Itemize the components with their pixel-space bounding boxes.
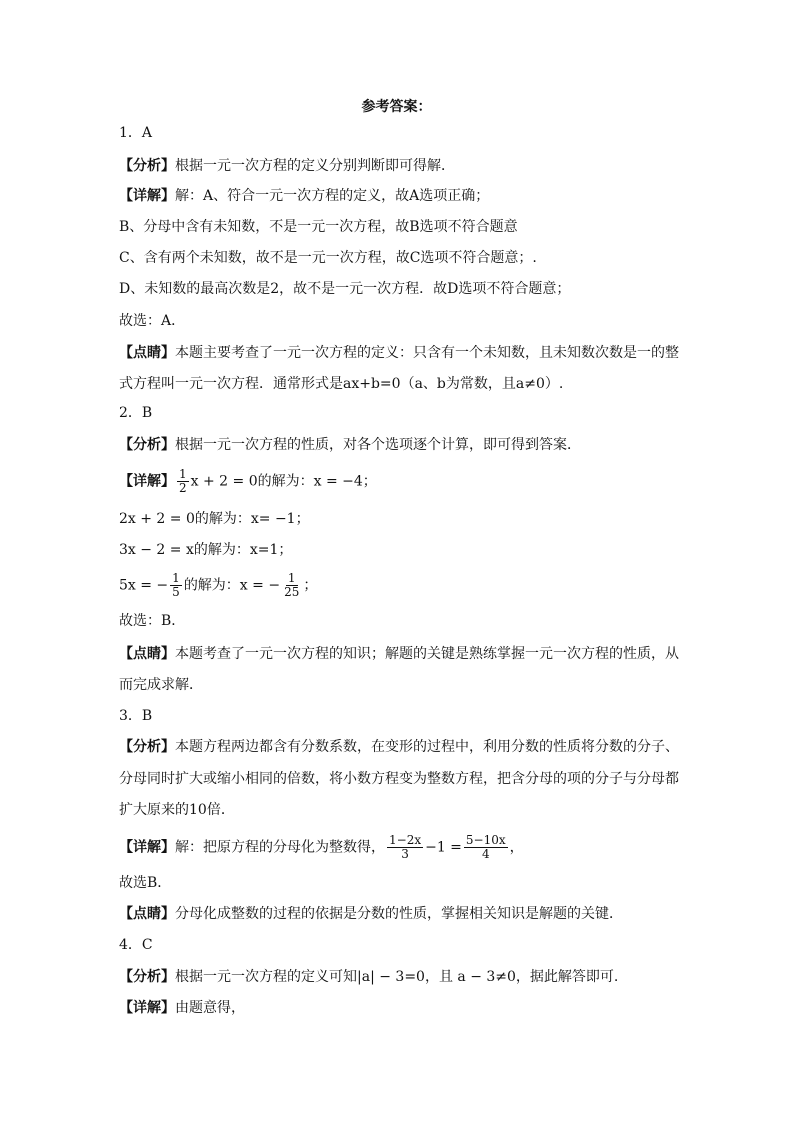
q3-detail bbox=[119, 834, 524, 861]
fraction-denominator: 5 bbox=[172, 585, 180, 599]
fraction-denominator: 4 bbox=[481, 847, 490, 861]
fraction-numerator: 1 bbox=[179, 467, 187, 481]
q3-detail-end: ， bbox=[509, 839, 524, 856]
q3-mid: −1 = bbox=[425, 839, 462, 856]
analysis-tag: 【分析】 bbox=[119, 739, 175, 755]
q2-eq1-rest: x + 2 = 0的解为：x = −4； bbox=[190, 473, 377, 490]
fraction bbox=[170, 572, 182, 599]
q2-choose: 故选：B． bbox=[119, 613, 186, 629]
fraction-denominator: 2 bbox=[179, 481, 187, 495]
q2-number: 2．B bbox=[119, 405, 153, 421]
fraction-numerator: 5−10x bbox=[465, 833, 506, 847]
q3-analysis-3: 扩大原来的10倍． bbox=[119, 802, 235, 818]
analysis-tag: 【分析】 bbox=[119, 158, 175, 174]
q1-detail-3: C、含有两个未知数，故不是一元一次方程，故C选项不符合题意；. bbox=[119, 250, 537, 266]
q2-comment-2: 而完成求解． bbox=[119, 677, 203, 693]
q1-detail-1: 解：A、符合一元一次方程的定义，故A选项正确； bbox=[175, 188, 490, 204]
q3-detail-pre: 解：把原方程的分母化为整数得， bbox=[175, 839, 385, 856]
q4-analysis bbox=[119, 966, 618, 988]
q3-analysis-1: 本题方程两边都含有分数系数，在变形的过程中，利用分数的性质将分数的分子、 bbox=[175, 739, 679, 755]
q4-detail bbox=[119, 997, 245, 1019]
q3-number: 3．B bbox=[119, 708, 153, 724]
q3-analysis bbox=[119, 736, 679, 758]
q2-eq4-lhs: 5x = − bbox=[119, 577, 169, 594]
fraction-numerator: 1−2x bbox=[389, 833, 422, 847]
q1-choose: 故选：A． bbox=[119, 313, 186, 329]
detail-tag: 【详解】 bbox=[119, 188, 175, 204]
q2-comment bbox=[119, 643, 679, 665]
q3-comment-text: 分母化成整数的过程的依据是分数的性质，掌握相关知识是解题的关键． bbox=[175, 906, 623, 922]
analysis-tag: 【分析】 bbox=[119, 969, 175, 985]
page-title: 参考答案： bbox=[361, 99, 432, 115]
fraction-numerator: 1 bbox=[287, 571, 296, 585]
fraction bbox=[387, 834, 423, 861]
q1-comment-2: 式方程叫一元一次方程．通常形式是ax+b=0（a、b为常数，且a≠0）. bbox=[119, 376, 564, 392]
comment-tag: 【点睛】 bbox=[119, 345, 175, 361]
q1-detail-4: D、未知数的最高次数是2，故不是一元一次方程．故D选项不符合题意； bbox=[119, 281, 571, 297]
q2-analysis-text: 根据一元一次方程的性质，对各个选项逐个计算，即可得到答案． bbox=[175, 437, 581, 453]
q1-comment-1: 本题主要考查了一元一次方程的定义：只含有一个未知数，且未知数次数是一的整 bbox=[175, 345, 679, 361]
fraction-denominator: 25 bbox=[284, 585, 300, 599]
detail-tag: 【详解】 bbox=[119, 1000, 175, 1016]
detail-tag: 【详解】 bbox=[119, 839, 175, 856]
q4-number: 4．C bbox=[119, 937, 153, 953]
q1-comment bbox=[119, 342, 679, 364]
q2-analysis bbox=[119, 434, 581, 456]
fraction bbox=[282, 572, 301, 599]
q4-detail-text: 由题意得， bbox=[175, 1000, 245, 1016]
q1-detail bbox=[119, 185, 489, 207]
q1-detail-2: B、分母中含有未知数，不是一元一次方程，故B选项不符合题意 bbox=[119, 219, 518, 235]
fraction bbox=[177, 468, 189, 495]
detail-tag: 【详解】 bbox=[119, 473, 175, 490]
comment-tag: 【点睛】 bbox=[119, 646, 175, 662]
q2-eq4-end: ； bbox=[303, 577, 318, 594]
q2-eq4-mid: 的解为：x = − bbox=[183, 577, 281, 594]
q1-number: 1．A bbox=[119, 125, 153, 141]
fraction bbox=[464, 834, 508, 861]
q3-choose: 故选B． bbox=[119, 875, 172, 891]
q2-eq4 bbox=[119, 572, 317, 599]
fraction-denominator: 3 bbox=[401, 847, 409, 861]
analysis-tag: 【分析】 bbox=[119, 437, 175, 453]
q4-analysis-text: 根据一元一次方程的定义可知|a| − 3=0，且 a − 3≠0，据此解答即可. bbox=[175, 969, 619, 985]
q1-analysis-text: 根据一元一次方程的定义分别判断即可得解． bbox=[175, 158, 455, 174]
fraction-numerator: 1 bbox=[172, 571, 180, 585]
q2-detail-eq1 bbox=[119, 468, 377, 495]
q3-comment bbox=[119, 903, 623, 925]
q2-eq3: 3x − 2 = x的解为：x=1； bbox=[119, 542, 293, 558]
q2-comment-1: 本题考查了一元一次方程的知识；解题的关键是熟练掌握一元一次方程的性质，从 bbox=[175, 646, 679, 662]
q1-analysis bbox=[119, 155, 455, 177]
q2-eq2: 2x + 2 = 0的解为：x= −1； bbox=[119, 511, 310, 527]
q3-analysis-2: 分母同时扩大或缩小相同的倍数，将小数方程变为整数方程，把含分母的项的分子与分母都 bbox=[119, 771, 679, 787]
comment-tag: 【点睛】 bbox=[119, 906, 175, 922]
